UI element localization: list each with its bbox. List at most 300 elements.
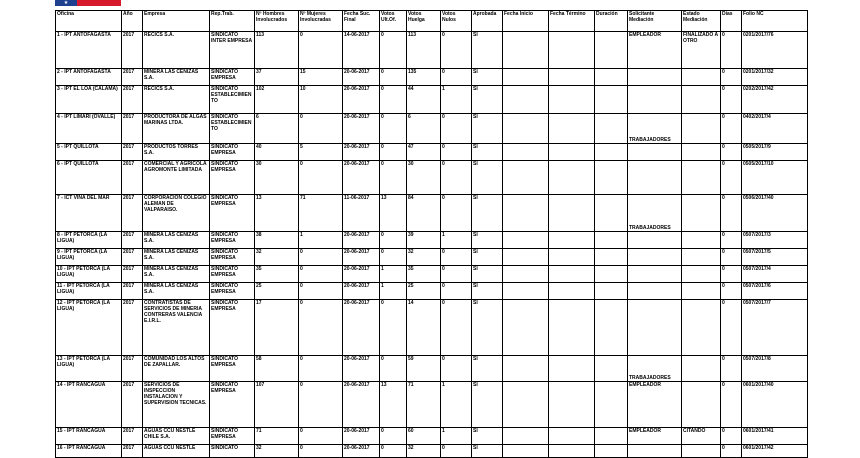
table-cell (595, 300, 628, 356)
table-cell: 1 (441, 86, 472, 114)
table-cell: 107 (255, 382, 299, 428)
table-cell: 0 (299, 382, 343, 428)
table-cell: 25 (255, 283, 299, 300)
table-cell: 0 (299, 32, 343, 69)
table-cell: 12 - IPT PETORCA (LA LIGUA) (56, 300, 122, 356)
table-cell (549, 195, 595, 232)
table-cell: EMPLEADOR (628, 428, 682, 445)
table-row (56, 144, 808, 161)
table-cell: 2017 (122, 266, 143, 283)
table-cell: 7 - ICT VIÑA DEL MAR (56, 195, 122, 232)
table-cell: 0 (299, 300, 343, 356)
table-cell: SINDICATO EMPRESA (210, 266, 255, 283)
table-cell: AGUAS CCU NESTLE CHILE S.A. (143, 428, 210, 445)
table-cell: 32 (255, 249, 299, 266)
table-cell: EMPLEADOR (628, 32, 682, 69)
table-row (56, 300, 808, 356)
table-cell: 113 (407, 32, 441, 69)
table-cell: 2017 (122, 356, 143, 382)
table-cell: SINDICATO EMPRESA (210, 382, 255, 428)
table-cell: 0 (721, 144, 742, 161)
column-header: Folio NC (742, 11, 808, 32)
column-header: Fecha Inicio (503, 11, 549, 32)
table-cell: 2017 (122, 382, 143, 428)
table-cell: 0 (441, 195, 472, 232)
table-cell: 13 - IPT PETORCA (LA LIGUA) (56, 356, 122, 382)
table-cell: 71 (299, 195, 343, 232)
table-cell: 0 (441, 161, 472, 195)
table-cell: 8 - IPT PETORCA (LA LIGUA) (56, 232, 122, 249)
table-cell (682, 195, 721, 232)
table-cell: 84 (407, 195, 441, 232)
table-cell: 71 (407, 382, 441, 428)
table-cell (628, 445, 682, 458)
table-cell: 0 (441, 32, 472, 69)
table-cell: 2017 (122, 86, 143, 114)
table-cell: 20-06-2017 (343, 69, 380, 86)
table-cell: SI (472, 445, 503, 458)
table-row (56, 195, 808, 232)
table-cell: 0 (380, 249, 407, 266)
table-cell (682, 249, 721, 266)
table-cell (503, 69, 549, 86)
table-cell: 0507/2017/6 (742, 283, 808, 300)
column-header: Días (721, 11, 742, 32)
table-cell: 15 - IPT RANCAGUA (56, 428, 122, 445)
table-cell (628, 266, 682, 283)
table-cell (503, 114, 549, 144)
table-cell: SINDICATO (210, 445, 255, 458)
table-cell: SI (472, 283, 503, 300)
table-cell: SINDICATO EMPRESA (210, 69, 255, 86)
table-cell: 102 (255, 86, 299, 114)
table-cell: 32 (407, 249, 441, 266)
table-cell (682, 266, 721, 283)
table-cell: 2017 (122, 195, 143, 232)
table-row (56, 32, 808, 69)
table-cell (549, 283, 595, 300)
table-cell: 2017 (122, 428, 143, 445)
table-cell (628, 283, 682, 300)
table-cell (549, 300, 595, 356)
table-cell: 16 - IPT RANCAGUA (56, 445, 122, 458)
table-cell: 30 (255, 161, 299, 195)
table-cell: 30 (407, 161, 441, 195)
table-cell (595, 249, 628, 266)
column-header: Votos Nulos (441, 11, 472, 32)
table-cell (682, 382, 721, 428)
table-cell: TRABAJADORES (628, 195, 682, 232)
column-header: Fecha Suc. Final (343, 11, 380, 32)
table-cell (503, 161, 549, 195)
table-cell: 3 - IPT EL LOA (CALAMA) (56, 86, 122, 114)
table-cell: 0 (380, 32, 407, 69)
table-cell (503, 195, 549, 232)
table-cell (503, 86, 549, 114)
table-cell: 2017 (122, 144, 143, 161)
table-cell: 0 (380, 232, 407, 249)
table-cell: 25 (407, 283, 441, 300)
table-cell (503, 300, 549, 356)
table-cell: 0 (299, 114, 343, 144)
column-header: Duración (595, 11, 628, 32)
table-cell: 5 - IPT QUILLOTA (56, 144, 122, 161)
table-cell (549, 266, 595, 283)
table-cell (549, 428, 595, 445)
table-cell (549, 382, 595, 428)
table-cell: 0 (721, 195, 742, 232)
table-cell: SINDICATO EMPRESA (210, 428, 255, 445)
table-cell: 35 (407, 266, 441, 283)
table-cell: 0 (721, 69, 742, 86)
table-cell: 1 (380, 266, 407, 283)
table-cell (628, 144, 682, 161)
table-cell: 11 - IPT PETORCA (LA LIGUA) (56, 283, 122, 300)
table-cell: PRODUCTOS TORRES S.A. (143, 144, 210, 161)
table-cell: 0601/2017/40 (742, 382, 808, 428)
table-cell: SINDICATO EMPRESA (210, 232, 255, 249)
table-cell (595, 382, 628, 428)
table-cell: 0 (441, 300, 472, 356)
table-cell (628, 249, 682, 266)
table-cell: SI (472, 266, 503, 283)
table-cell (628, 300, 682, 356)
table-cell (549, 32, 595, 69)
table-cell: 0 (380, 356, 407, 382)
table-cell: 2017 (122, 283, 143, 300)
table-cell (682, 144, 721, 161)
table-cell: 37 (255, 69, 299, 86)
table-cell: 14 - IPT RANCAGUA (56, 382, 122, 428)
table-cell: SINDICATO EMPRESA (210, 283, 255, 300)
logo-red-band (77, 0, 121, 6)
table-cell: 2017 (122, 445, 143, 458)
table-cell: SINDICATO ESTABLECIMIENTO (210, 86, 255, 114)
table-cell: 20-06-2017 (343, 356, 380, 382)
table-header-row (56, 11, 808, 32)
table-cell: 0 (299, 283, 343, 300)
table-cell (503, 283, 549, 300)
column-header: Rep.Trab. (210, 11, 255, 32)
column-header: Solicitante Mediación (628, 11, 682, 32)
table-cell (503, 144, 549, 161)
table-cell: 6 (255, 114, 299, 144)
table-cell: 2017 (122, 300, 143, 356)
table-cell: CORPORACION COLEGIO ALEMAN DE VALPARAISO. (143, 195, 210, 232)
table-cell: 0506/2017/40 (742, 195, 808, 232)
table-cell (503, 356, 549, 382)
table-cell: 0507/2017/4 (742, 266, 808, 283)
table-row (56, 86, 808, 114)
table-cell: SINDICATO INTER EMPRESA (210, 32, 255, 69)
table-cell: 0 (721, 114, 742, 144)
table-cell: EMPLEADOR (628, 382, 682, 428)
column-header: Aprobada (472, 11, 503, 32)
table-cell: 0 (721, 249, 742, 266)
table-cell: 0 (380, 69, 407, 86)
table-cell: SINDICATO EMPRESA (210, 249, 255, 266)
table-cell: SI (472, 249, 503, 266)
table-cell: MINERA LAS CENIZAS S.A. (143, 283, 210, 300)
institution-logo (55, 0, 121, 6)
table-cell (549, 86, 595, 114)
table-row (56, 428, 808, 445)
table-cell (549, 249, 595, 266)
table-cell: 0 (441, 114, 472, 144)
table-cell: SINDICATO EMPRESA (210, 161, 255, 195)
table-row (56, 232, 808, 249)
table-cell: SINDICATO EMPRESA (210, 300, 255, 356)
table-cell (595, 144, 628, 161)
table-cell: 0507/2017/3 (742, 232, 808, 249)
table-cell: 20-06-2017 (343, 232, 380, 249)
table-cell: 32 (255, 445, 299, 458)
table-cell: MINERA LAS CENIZAS S.A. (143, 266, 210, 283)
column-header: Estado Mediación (682, 11, 721, 32)
table-cell (682, 232, 721, 249)
table-cell: 0 (721, 382, 742, 428)
table-cell: 0 (721, 32, 742, 69)
table-cell (549, 356, 595, 382)
table-cell: 0 (299, 428, 343, 445)
table-cell: 9 - IPT PETORCA (LA LIGUA) (56, 249, 122, 266)
table-cell (682, 356, 721, 382)
table-cell (682, 283, 721, 300)
table-cell: 44 (407, 86, 441, 114)
table-cell: 20-06-2017 (343, 86, 380, 114)
table-cell: 0 (441, 283, 472, 300)
table-cell: 60 (407, 428, 441, 445)
table-cell: 2017 (122, 249, 143, 266)
table-cell: 14-06-2017 (343, 32, 380, 69)
table-cell: MINERA LAS CENIZAS S.A. (143, 249, 210, 266)
table-cell: 0 (380, 161, 407, 195)
column-header: Empresa (143, 11, 210, 32)
table-cell: 0 (299, 161, 343, 195)
table-cell: TRABAJADORES (628, 356, 682, 382)
table-cell: RECICS S.A. (143, 86, 210, 114)
table-cell: SI (472, 195, 503, 232)
table-cell: 20-06-2017 (343, 266, 380, 283)
table-cell: SINDICATO EMPRESA (210, 356, 255, 382)
table-cell: 0 (441, 144, 472, 161)
table-cell: SERVICIOS DE INSPECCION INSTALACION Y SUPERVISION TECNICAS. (143, 382, 210, 428)
table-cell: 38 (255, 232, 299, 249)
table-cell: 0201/2017/32 (742, 69, 808, 86)
table-cell (595, 86, 628, 114)
table-cell: 17 (255, 300, 299, 356)
table-cell: TRABAJADORES (628, 114, 682, 144)
table-row (56, 249, 808, 266)
table-cell: 1 (441, 232, 472, 249)
column-header: Nº Mujeres Involucradas (299, 11, 343, 32)
table-cell (682, 69, 721, 86)
table-cell: 47 (407, 144, 441, 161)
table-cell: RECICS S.A. (143, 32, 210, 69)
table-cell (549, 445, 595, 458)
table-cell: 0 (441, 356, 472, 382)
table-cell: 0507/2017/5 (742, 249, 808, 266)
table-cell (682, 86, 721, 114)
table-row (56, 69, 808, 86)
table-cell: 113 (255, 32, 299, 69)
table-cell: SI (472, 69, 503, 86)
column-header: Nº Hombres Involucrados (255, 11, 299, 32)
table-cell: 0 (380, 445, 407, 458)
table-cell: MINERA LAS CENIZAS S.A. (143, 69, 210, 86)
table-cell (503, 266, 549, 283)
table-cell (503, 249, 549, 266)
table-cell: 6 (407, 114, 441, 144)
table-cell (682, 445, 721, 458)
table-cell: 0 (721, 232, 742, 249)
table-row (56, 266, 808, 283)
table-row (56, 283, 808, 300)
table-cell: 0 (721, 300, 742, 356)
table-cell: 0 (441, 266, 472, 283)
table-cell: 13 (380, 382, 407, 428)
table-cell: SI (472, 300, 503, 356)
table-cell (503, 382, 549, 428)
table-cell (549, 161, 595, 195)
table-cell: 0 (380, 300, 407, 356)
table-cell: CONTRATISTAS DE SERVICIOS DE MINERIA CONTRERAS VALENCIA E.I.R.L. (143, 300, 210, 356)
table-cell: 0 (721, 86, 742, 114)
table-cell: 10 (299, 86, 343, 114)
table-cell (628, 86, 682, 114)
column-header: Votos Huelga (407, 11, 441, 32)
table-cell: 0 (721, 266, 742, 283)
table-cell: SINDICATO ESTABLECIMIENTO (210, 114, 255, 144)
star-icon: ★ (63, 0, 69, 6)
table-cell: 20-06-2017 (343, 249, 380, 266)
table-cell: SI (472, 114, 503, 144)
table-cell: SI (472, 382, 503, 428)
table-cell: 0 (721, 428, 742, 445)
table-cell (682, 161, 721, 195)
table-cell: 0 (441, 445, 472, 458)
table-cell: 0505/2017/10 (742, 161, 808, 195)
table-cell: 0402/2017/4 (742, 114, 808, 144)
table-cell: 0601/2017/42 (742, 445, 808, 458)
table-cell: 20-06-2017 (343, 161, 380, 195)
table-cell: 2017 (122, 232, 143, 249)
table-cell: 5 (299, 144, 343, 161)
table-cell: 13 (380, 195, 407, 232)
table-cell (595, 232, 628, 249)
table-row (56, 445, 808, 458)
table-cell: 71 (255, 428, 299, 445)
table-cell (595, 114, 628, 144)
table-cell: 13 (255, 195, 299, 232)
column-header: Año (122, 11, 143, 32)
table-cell (628, 232, 682, 249)
table-cell: 0 (299, 356, 343, 382)
table-cell: 0 (721, 356, 742, 382)
table-cell: 0 (380, 428, 407, 445)
table-cell: 1 (380, 283, 407, 300)
table-cell: 0507/2017/7 (742, 300, 808, 356)
table-cell (503, 428, 549, 445)
table-cell: 20-06-2017 (343, 428, 380, 445)
column-header: Votos Ult.Of. (380, 11, 407, 32)
table-cell: 4 - IPT LIMARI (OVALLE) (56, 114, 122, 144)
table-row (56, 114, 808, 144)
table-cell: SI (472, 32, 503, 69)
table-cell: SINDICATO EMPRESA (210, 144, 255, 161)
table-cell: 0 (441, 69, 472, 86)
table-cell: 11-06-2017 (343, 195, 380, 232)
table-cell (682, 114, 721, 144)
table-cell: 0 (721, 283, 742, 300)
table-cell: 10 - IPT PETORCA (LA LIGUA) (56, 266, 122, 283)
table-cell: MINERA LAS CENIZAS S.A. (143, 232, 210, 249)
table-cell (682, 300, 721, 356)
table-cell: SI (472, 161, 503, 195)
table-cell (595, 356, 628, 382)
table-cell: SI (472, 356, 503, 382)
table-row (56, 161, 808, 195)
table-cell (595, 32, 628, 69)
table-cell: 1 (441, 428, 472, 445)
report-table (55, 10, 808, 458)
table-cell (503, 232, 549, 249)
table-cell (595, 266, 628, 283)
table-cell: COMUNIDAD LOS ALTOS DE ZAPALLAR. (143, 356, 210, 382)
table-cell: 40 (255, 144, 299, 161)
table-cell (549, 232, 595, 249)
table-cell: 39 (407, 232, 441, 249)
table-cell: 2 - IPT ANTOFAGASTA (56, 69, 122, 86)
table-cell: 2017 (122, 69, 143, 86)
table-cell (595, 445, 628, 458)
table-cell: 20-06-2017 (343, 114, 380, 144)
table-cell: 35 (255, 266, 299, 283)
table-cell: 0 (721, 161, 742, 195)
table-cell: SI (472, 86, 503, 114)
table-cell (595, 195, 628, 232)
table-cell: COMERCIAL Y AGRICOLA AGROMONTE LIMITADA (143, 161, 210, 195)
table-cell: 0201/2017/76 (742, 32, 808, 69)
table-cell (549, 144, 595, 161)
table-cell: PRODUCTORA DE ALGAS MARINAS LTDA. (143, 114, 210, 144)
table-cell: 0 (380, 114, 407, 144)
table-cell: 0601/2017/41 (742, 428, 808, 445)
table-cell: 135 (407, 69, 441, 86)
table-cell: SI (472, 232, 503, 249)
table-cell: 0 (721, 445, 742, 458)
table-cell: 1 (299, 232, 343, 249)
table-cell: 15 (299, 69, 343, 86)
table-cell (549, 69, 595, 86)
table-cell: 32 (407, 445, 441, 458)
table-cell (595, 283, 628, 300)
table-cell: 2017 (122, 161, 143, 195)
table-cell: 0505/2017/9 (742, 144, 808, 161)
table-cell: CITANDO (682, 428, 721, 445)
table-cell (595, 161, 628, 195)
table-cell: 1 - IPT ANTOFAGASTA (56, 32, 122, 69)
table-cell: 14 (407, 300, 441, 356)
table-body (56, 32, 808, 458)
table-cell: 2017 (122, 114, 143, 144)
table-cell: 0507/2017/8 (742, 356, 808, 382)
table-cell: 6 - IPT QUILLOTA (56, 161, 122, 195)
table-cell: 58 (255, 356, 299, 382)
table-row (56, 382, 808, 428)
table-cell: 59 (407, 356, 441, 382)
table-cell: 20-06-2017 (343, 144, 380, 161)
